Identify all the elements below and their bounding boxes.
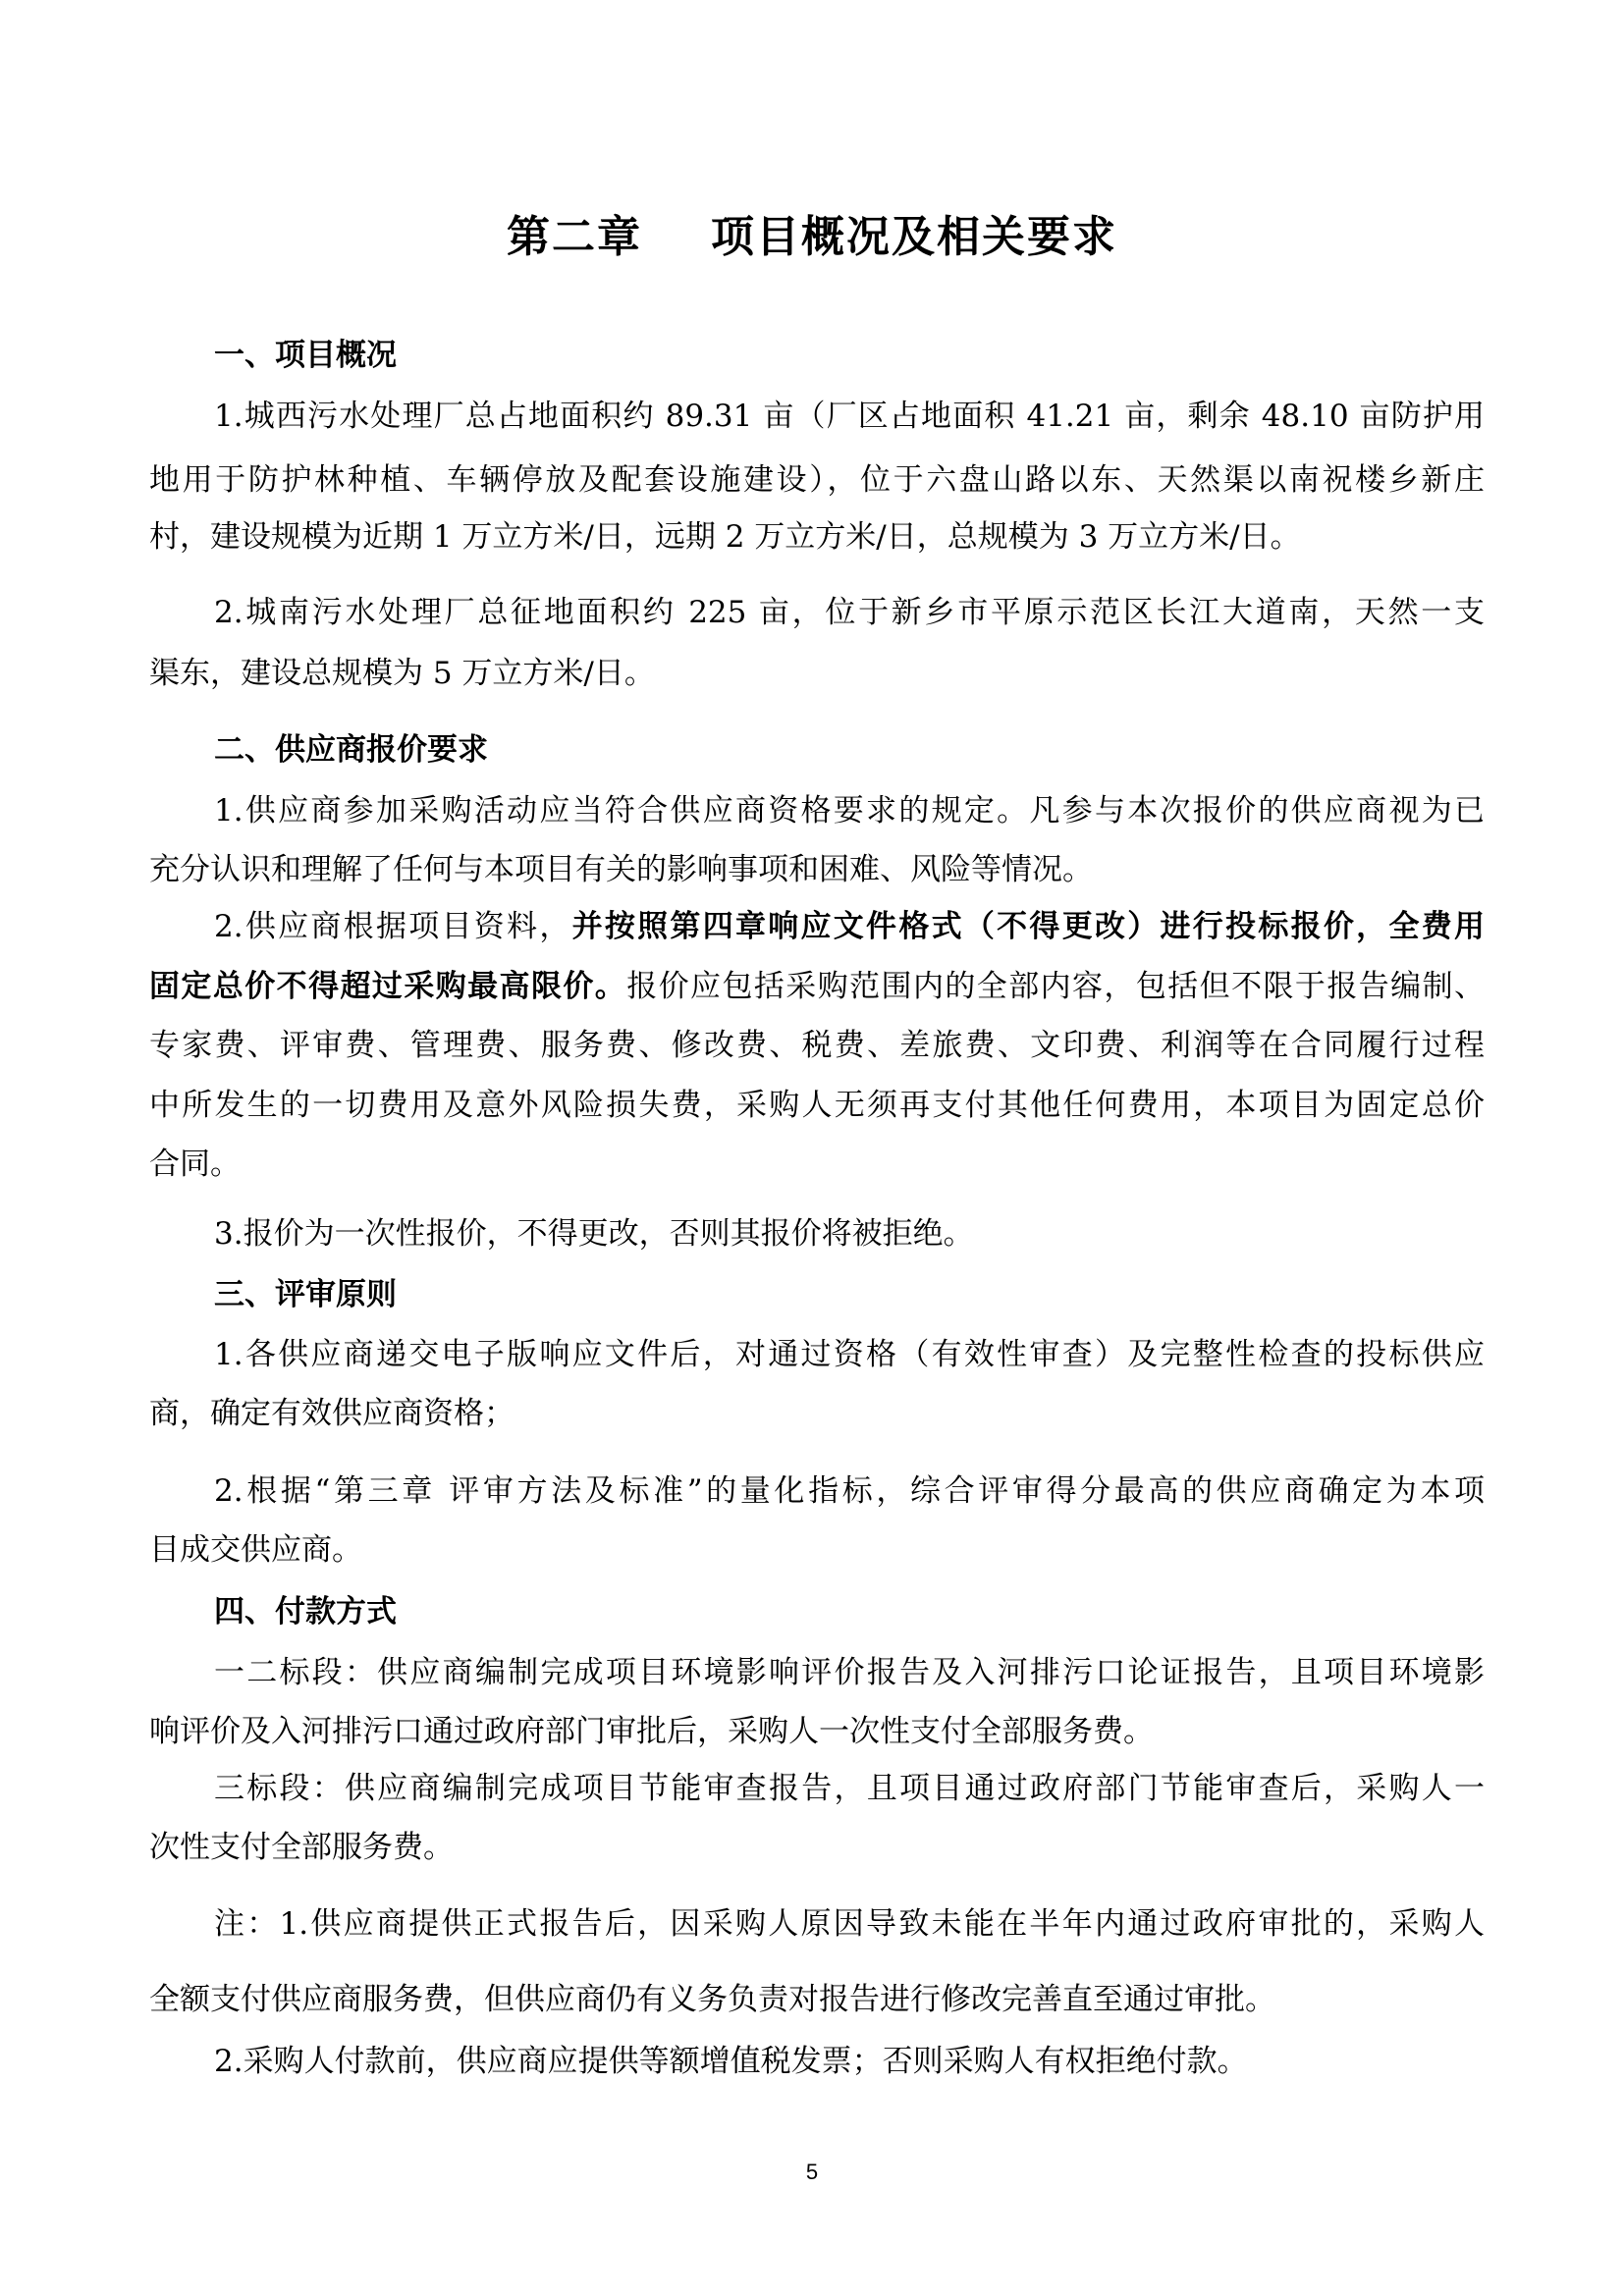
paragraph-line xyxy=(149,965,1485,1008)
section-heading-evaluation: 三、评审原则 xyxy=(214,1277,397,1312)
text-run: 2.供应商根据项目资料， xyxy=(214,909,572,944)
bold-text-run: 固定总价不得超过采购最高限价。 xyxy=(149,969,627,1004)
paragraph-line: 响评价及入河排污口通过政府部门审批后，采购人一次性支付全部服务费。 xyxy=(149,1714,1154,1749)
section-heading-quotation: 二、供应商报价要求 xyxy=(214,732,488,768)
paragraph-line: 2.城南污水处理厂总征地面积约 225 亩，位于新乡市平原示范区长江大道南，天然一支 xyxy=(214,595,1485,630)
paragraph-line: 村，建设规模为近期 1 万立方米/日，远期 2 万立方米/日，总规模为 3 万立方米/日。 xyxy=(149,519,1301,555)
paragraph-line: 1.城西污水处理厂总占地面积约 89.31 亩（厂区占地面积 41.21 亩，剩余 48.10 亩防护用 xyxy=(214,399,1485,434)
text-run: 报价应包括采购范围内的全部内容，包括但不限于报告编制、 xyxy=(626,969,1485,1004)
paragraph-line: 渠东，建设总规模为 5 万立方米/日。 xyxy=(149,656,655,691)
section-heading-payment: 四、付款方式 xyxy=(214,1594,397,1629)
chapter-number: 第二章 xyxy=(507,212,642,262)
paragraph-line: 1.各供应商递交电子版响应文件后，对通过资格（有效性审查）及完整性检查的投标供应 xyxy=(214,1337,1485,1372)
paragraph-line: 三标段：供应商编制完成项目节能审查报告，且项目通过政府部门节能审查后，采购人一 xyxy=(214,1771,1485,1806)
note-line: 2.采购人付款前，供应商应提供等额增值税发票；否则采购人有权拒绝付款。 xyxy=(214,2044,1248,2079)
paragraph-line: 充分认识和理解了任何与本项目有关的影响事项和困难、风险等情况。 xyxy=(149,852,1093,887)
paragraph-line: 合同。 xyxy=(149,1147,241,1182)
page-title xyxy=(0,208,1624,267)
paragraph-line: 次性支付全部服务费。 xyxy=(149,1830,454,1865)
paragraph-line xyxy=(214,905,1485,948)
paragraph-line: 专家费、评审费、管理费、服务费、修改费、税费、差旅费、文印费、利润等在合同履行过程 xyxy=(149,1028,1485,1063)
paragraph-line: 3.报价为一次性报价，不得更改，否则其报价将被拒绝。 xyxy=(214,1216,974,1252)
paragraph-line: 1.供应商参加采购活动应当符合供应商资格要求的规定。凡参与本次报价的供应商视为已 xyxy=(214,793,1485,828)
bold-text-run: 并按照第四章响应文件格式（不得更改）进行投标报价，全费用 xyxy=(571,909,1485,944)
paragraph-line: 地用于防护林种植、车辆停放及配套设施建设），位于六盘山路以东、天然渠以南祝楼乡新庄 xyxy=(149,462,1485,498)
note-line: 注：1.供应商提供正式报告后，因采购人原因导致未能在半年内通过政府审批的，采购人 xyxy=(214,1906,1485,1942)
paragraph-line: 2.根据“第三章 评审方法及标准”的量化指标，综合评审得分最高的供应商确定为本项 xyxy=(214,1473,1485,1509)
section-heading-overview: 一、项目概况 xyxy=(214,338,397,373)
page-number: 5 xyxy=(805,2160,819,2184)
chapter-name: 项目概况及相关要求 xyxy=(711,212,1117,262)
note-line: 全额支付供应商服务费，但供应商仍有义务负责对报告进行修改完善直至通过审批。 xyxy=(149,1982,1275,2017)
paragraph-line: 中所发生的一切费用及意外风险损失费，采购人无须再支付其他任何费用，本项目为固定总价 xyxy=(149,1088,1485,1123)
paragraph-line: 目成交供应商。 xyxy=(149,1532,362,1568)
paragraph-line: 一二标段：供应商编制完成项目环境影响评价报告及入河排污口论证报告，且项目环境影 xyxy=(214,1655,1485,1690)
paragraph-line: 商，确定有效供应商资格； xyxy=(149,1396,514,1431)
